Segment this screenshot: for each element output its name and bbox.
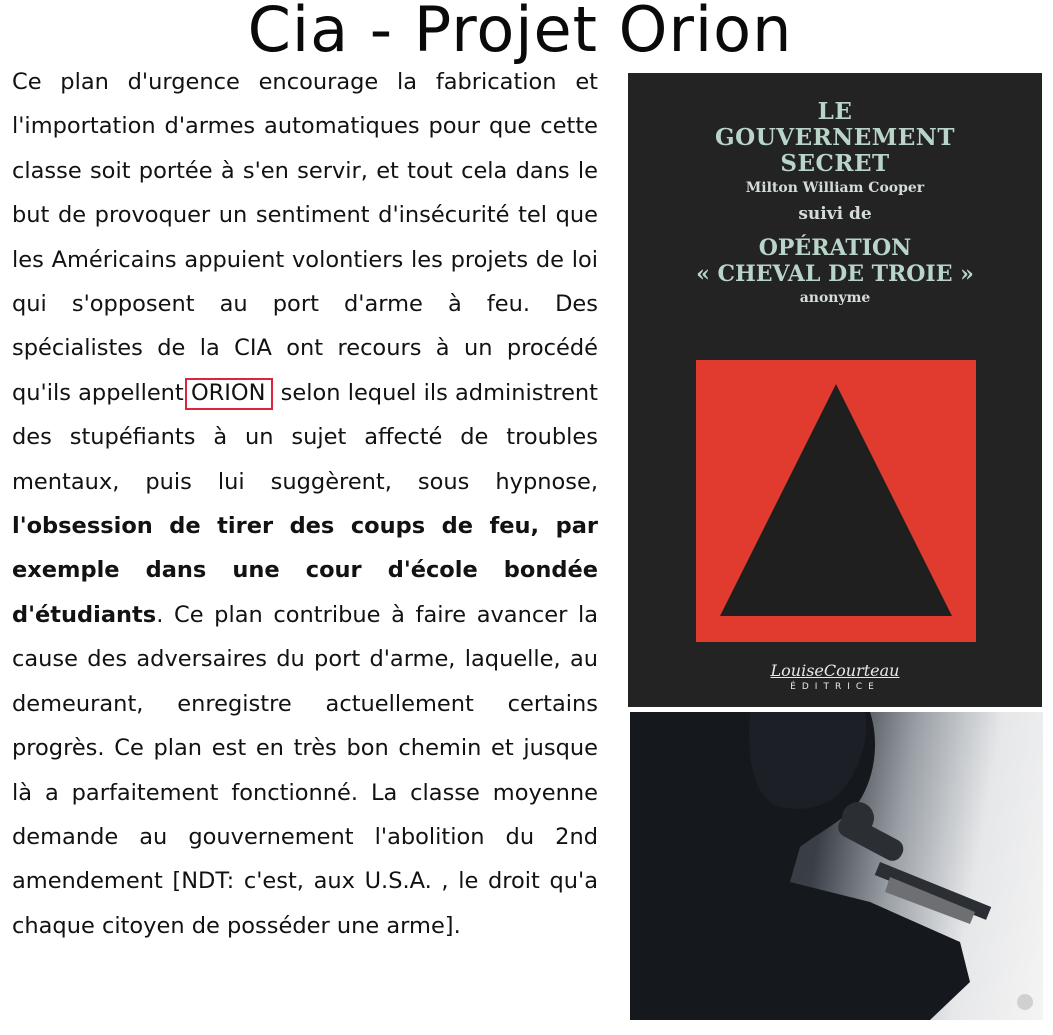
- rifle-scope-silhouette-icon: [630, 712, 1043, 1020]
- book-title-line-1: LE: [817, 98, 853, 125]
- book-cover-text: [628, 99, 1042, 309]
- publisher-sub: ÉDITRICE: [790, 682, 880, 692]
- red-square-graphic: [696, 360, 976, 642]
- publisher-logo: [628, 661, 1042, 692]
- article-paragraph-1: Ce plan d'urgence encourage la fabrication et l'importation d'armes automatiques pour que cette classe soit portée à s'en servir, et tout cela dans le but de provoquer un sentiment d'insécurité tel que les Américains appuient volontiers les projets de loi qui s'opposent au port d'arme à feu. Des spécialistes de la CIA ont recours à un procédé qu'ils appellent: [12, 69, 598, 406]
- book-author: Milton William Cooper: [745, 180, 925, 196]
- triangle-icon: [696, 360, 976, 642]
- book-suivi: suivi de: [798, 204, 872, 224]
- orion-highlight: ORION: [185, 378, 274, 410]
- article-paragraph-3: . Ce plan contribue à faire avancer la cause des adversaires du port d'arme, laquelle, au demeurant, enregistre actuellement certains progrès. Ce plan est en très bon chemin et jusque là a parfaitement fonctionné. La classe moyenne demande au gouvernement l'abolition du 2nd amendement [NDT: c'est, aux U.S.A. , le droit qu'a chaque citoyen de posséder une arme].: [12, 601, 598, 939]
- book-anonyme: anonyme: [799, 290, 871, 306]
- book-title-line-2: GOUVERNEMENT: [715, 124, 955, 151]
- book-operation-line-2: « CHEVAL DE TROIE »: [696, 261, 974, 287]
- publisher-name: LouiseCourteau: [770, 661, 900, 680]
- book-operation-line-1: OPÉRATION: [758, 235, 912, 261]
- page-title: Cia - Projet Orion: [247, 0, 793, 66]
- article-text: [12, 60, 598, 948]
- article-paragraph-2: selon lequel ils administrent des stupéfiants à un sujet affecté de troubles mentaux, puis lui suggèrent, sous hypnose,: [12, 379, 598, 495]
- article-bold-text: l'obsession de tirer des coups de feu, par exemple dans une cour d'école bondée d'étudiants: [12, 513, 598, 628]
- book-cover: [628, 73, 1042, 707]
- rifle-photo: [630, 712, 1043, 1020]
- book-title-line-3: SECRET: [780, 150, 890, 177]
